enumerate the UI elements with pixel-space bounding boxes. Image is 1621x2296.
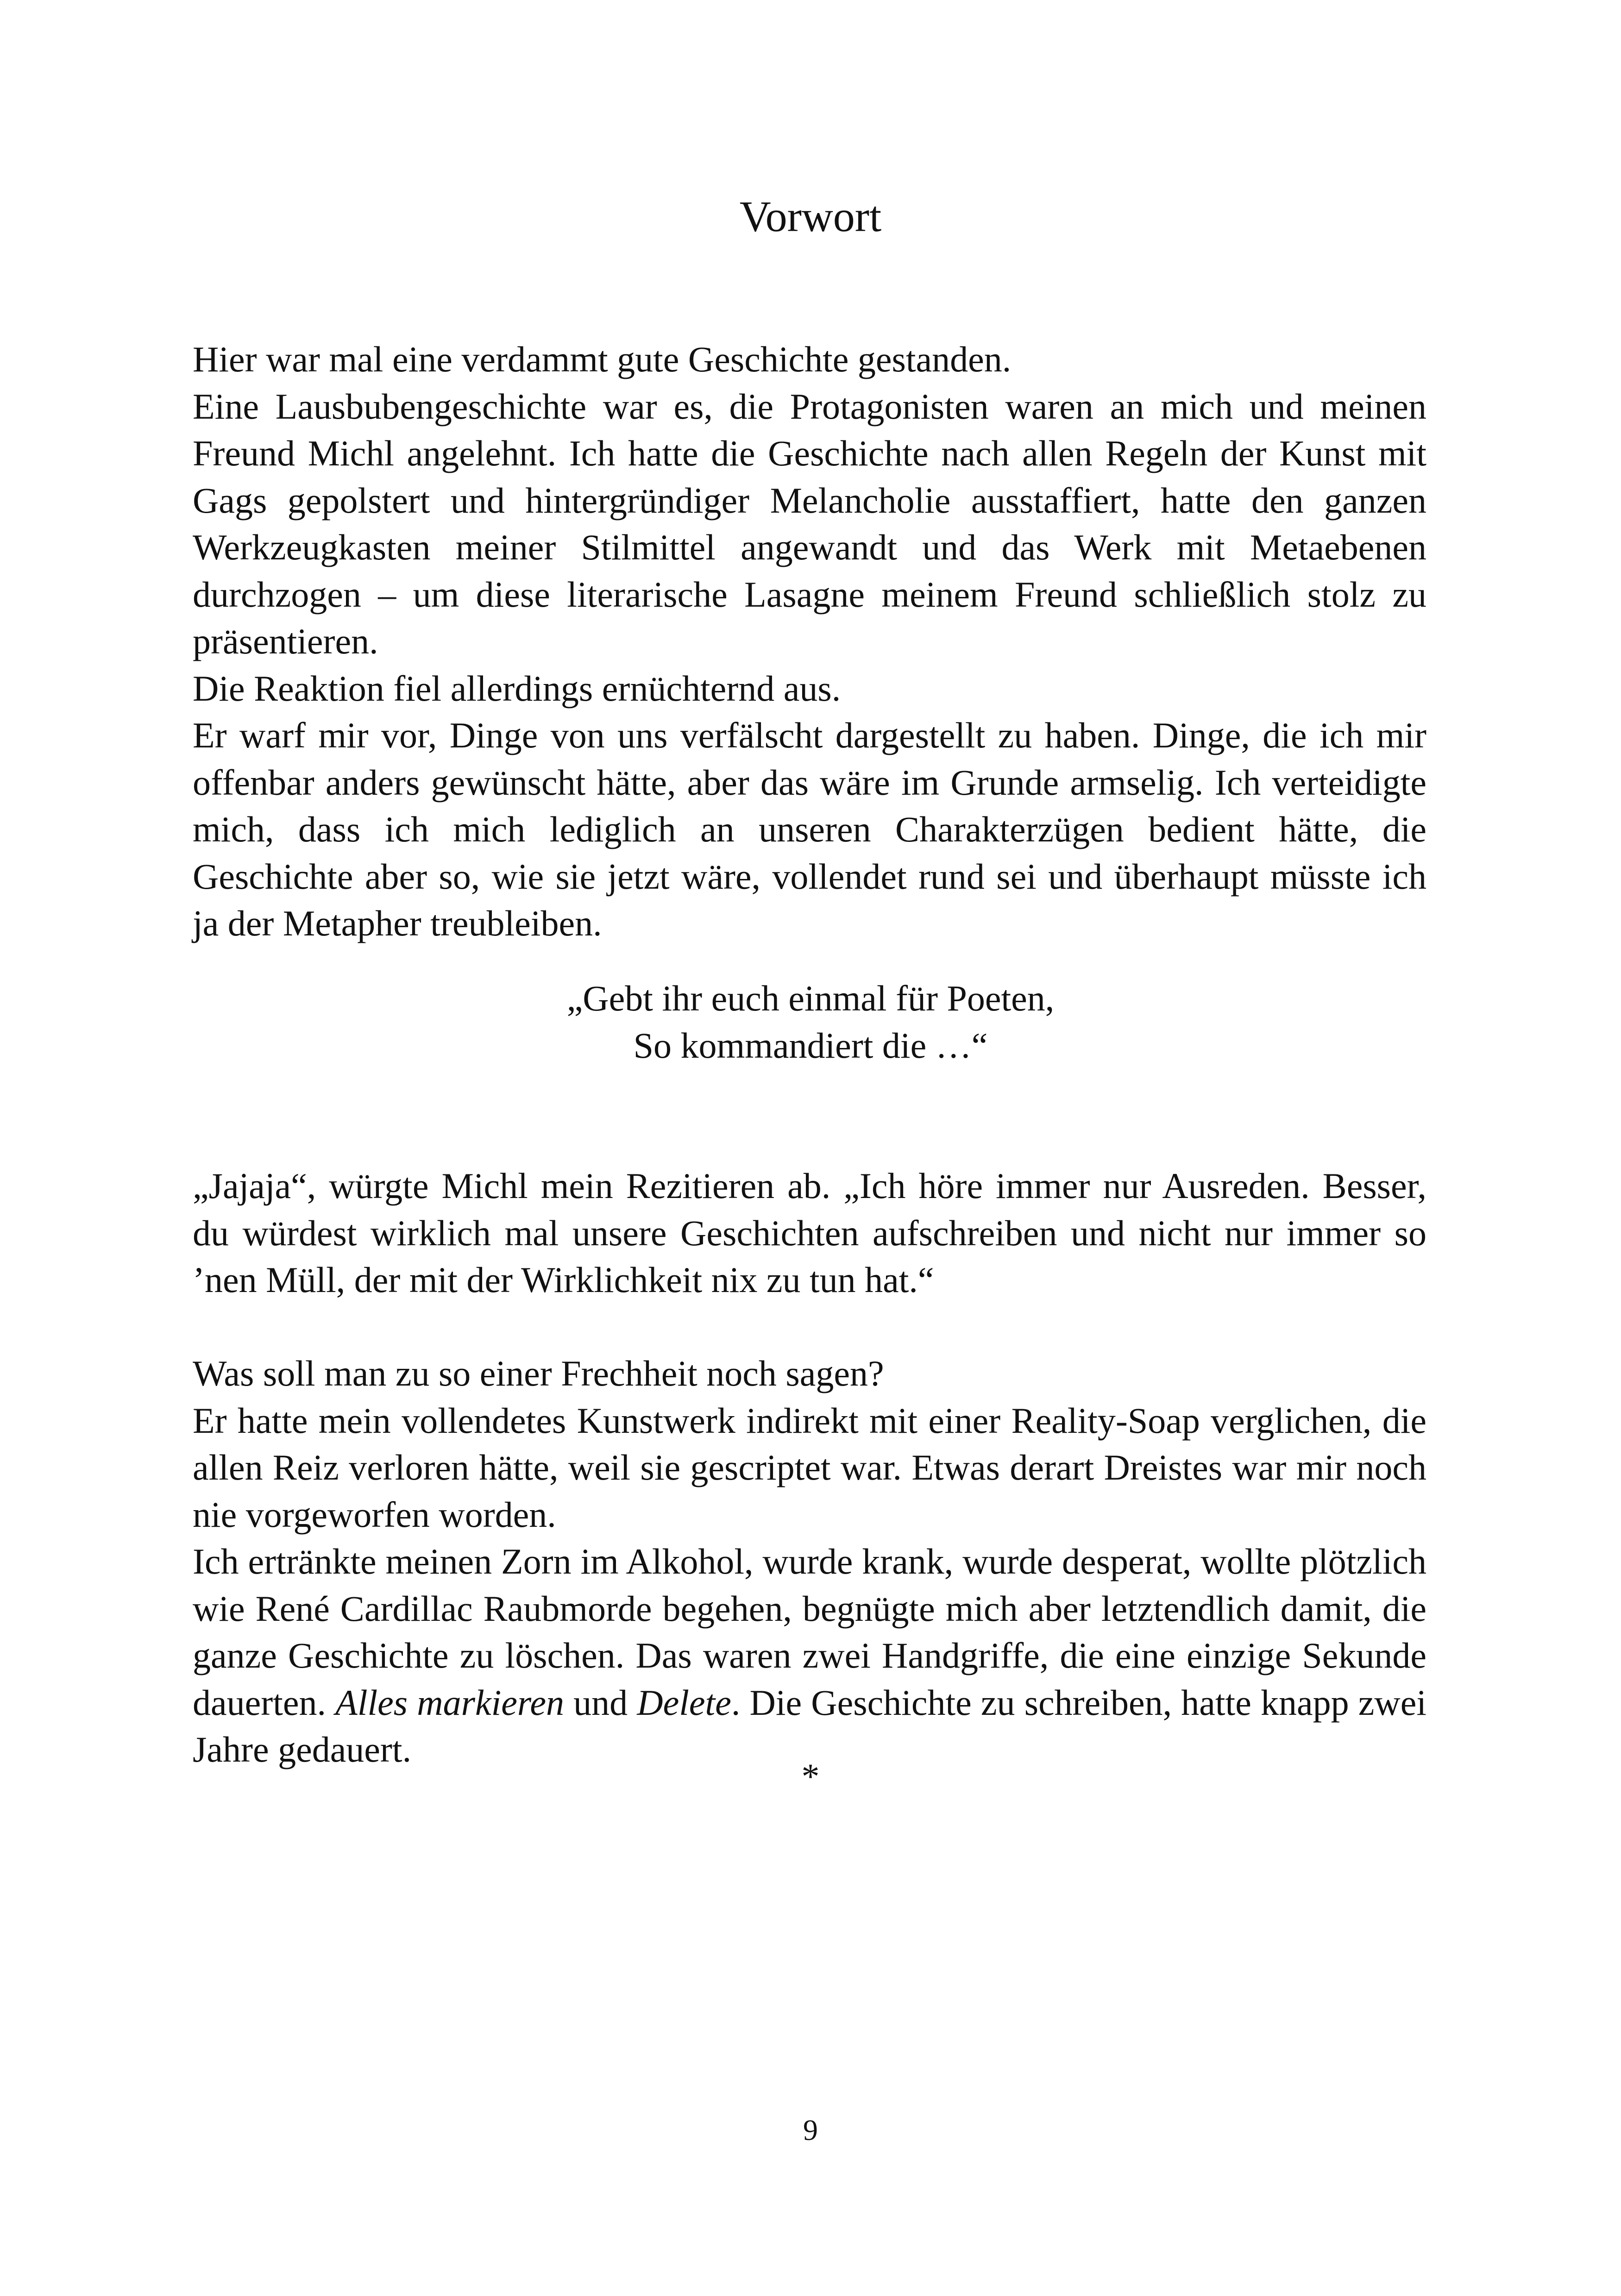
paragraph: Die Reaktion fiel allerdings ernüchternd aus. [193, 668, 841, 709]
italic-text: Delete [637, 1682, 731, 1723]
poem-line: „Gebt ihr euch einmal für Poeten, [566, 978, 1055, 1018]
paragraph: Er warf mir vor, Dinge von uns verfälscht dargestellt zu haben. Dinge, die ich mir offenbar anders gewünscht hätte, aber das wäre im Grunde armselig. Ich verteidigte mich, dass ich mich lediglich an unseren Charakterzügen bedient hätte, die Geschichte aber so, wie sie jetzt wäre, vollendet rund sei und überhaupt müsste ich ja der Metapher treubleiben. [193, 715, 1426, 943]
paragraph: Eine Lausbubengeschichte war es, die Protagonisten waren an mich und meinen Freund Michl angelehnt. Ich hatte die Geschichte nach allen Regeln der Kunst mit Gags gepolstert und hintergründiger Melancholie ausstaffiert, hatte den ganzen Werkzeugkasten meiner Stilmittel angewandt und das Werk mit Metaebenen durchzogen – um diese literarische Lasagne meinem Freund schließlich stolz zu präsentieren. [193, 386, 1426, 661]
page-number: 9 [803, 2114, 818, 2146]
paragraph: „Jajaja“, würgte Michl mein Rezitieren ab. „Ich höre immer nur Ausreden. Besser, du würdest wirklich mal unsere Geschichten aufschreiben und nicht nur immer so ’nen Müll, der mit der Wirklichkeit nix zu tun hat.“ [193, 1166, 1426, 1300]
paragraph-last [193, 1538, 1426, 1773]
text-block-intro [193, 336, 1426, 947]
text-block-conclusion [193, 1350, 1426, 1773]
text-block-dialogue [193, 1162, 1426, 1304]
poem-quote [0, 975, 1621, 1069]
italic-text: Alles markieren [335, 1682, 564, 1723]
paragraph: Er hatte mein vollendetes Kunstwerk indirekt mit einer Reality-Soap verglichen, die allen Reiz verloren hätte, weil sie gescriptet war. Etwas derart Dreistes war mir noch nie vorgeworfen worden. [193, 1400, 1426, 1535]
paragraph: Hier war mal eine verdammt gute Geschichte gestanden. [193, 339, 1012, 379]
section-separator: * [801, 1756, 820, 1796]
text-run: und [564, 1682, 637, 1723]
chapter-title: Vorwort [739, 193, 882, 241]
paragraph: Was soll man zu so einer Frechheit noch sagen? [193, 1353, 884, 1393]
text-run: Ich ertränkte meinen Zorn im Alkohol, wurde krank, wurde desperat, wollte plötzlich wie René Cardillac Raubmorde begehen, begnügte mich aber letztendlich damit, die ganze Geschichte zu löschen. Das waren zwei Handgriffe, die eine einzige Sekunde dauerten. [193, 1541, 1426, 1723]
poem-line: So kommandiert die …“ [633, 1025, 988, 1066]
text-run: . Die Geschichte zu schreiben, hatte knapp zwei Jahre gedauert. [193, 1682, 1426, 1769]
